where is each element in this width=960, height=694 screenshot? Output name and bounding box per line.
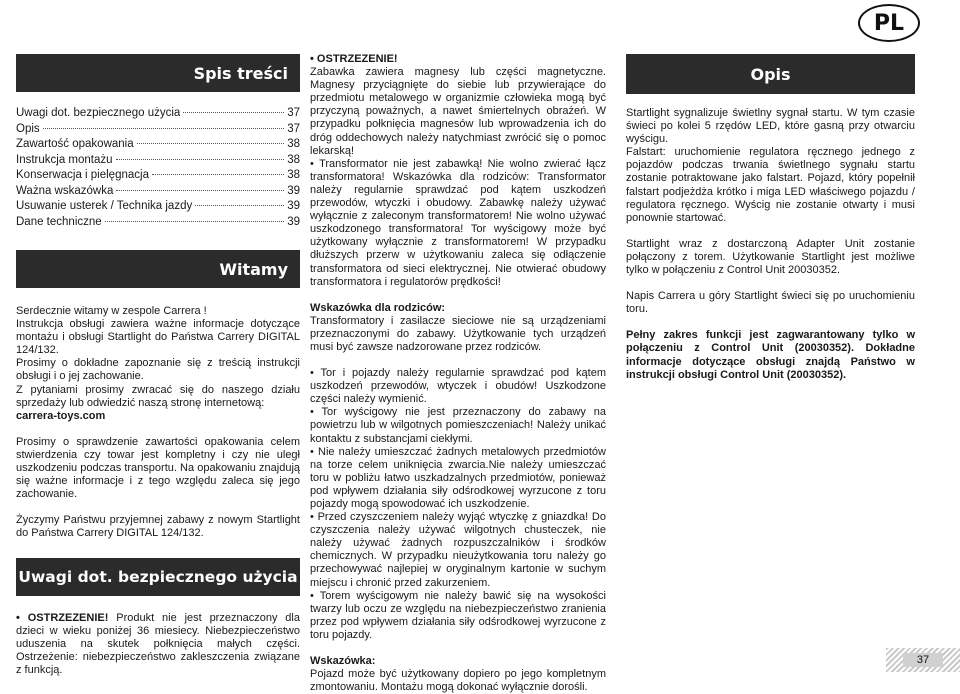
page-number: 37 [903,653,943,667]
list-item: • Przed czyszczeniem należy wyjąć wtyczkę z gniazdka! Do czyszczenia należy używać wilgotnych chusteczek, nie należy używać żadnych rozpuszczalników i środków chemicznych. W przypadku nieużytkowania toru należy go przechowywać najlepiej w oryginalnym kartonie w suchym miejscu i chronić przed zakurzeniem. [310,511,606,590]
toc-title: Spis treści [193,63,288,83]
description-p2: Falstart: uruchomienie regulatora ręcznego jednego z pojazdów podczas trwania świetlnego sygnału startu zostanie potraktowane jako falstart. Pojazd, który popełnił falstart podjeżdża krótko i miga LED właściwego pojazdu / regulatora ręcznego. Wyścig nie zostanie otwarty i musi ponownie startować. [626,146,915,224]
toc-entry[interactable]: Usuwanie usterek / Technika jazdy 39 [16,200,300,212]
right-column [626,54,915,382]
list-item: • Tor i pojazdy należy regularnie sprawdzać pod kątem uszkodzeń przewodów, wtyczek i obudów! Uszkodzone części należy wymienić. [310,367,606,406]
description-p1: Startlight sygnalizuje świetlny sygnał startu. W tym czasie świeci po kolei 5 rzędów LED, które gasną przy otwarciu wyścigu. [626,107,915,146]
safety-list [16,612,300,677]
list-item: • Tor wyścigowy nie jest przeznaczony do zabawy na powietrzu lub w wilgotnych pomieszczeniach! Należy unikać kontaktu z substancjami ciekłymi. [310,406,606,445]
parents-note-title: Wskazówka dla rodziców: [310,301,446,314]
description-p3: Startlight wraz z dostarczoną Adapter Unit zostanie połączony z torem. Użytkowanie Startlight jest możliwe tylko w połączeniu z Control Unit 20030352. [626,237,915,277]
welcome-read-notice: Prosimy o dokładne zapoznanie się z treścią instrukcji obsługi i o jej zachowanie. [16,357,300,383]
description-p5: Pełny zakres funkcji jest zagwarantowany tylko w połączeniu z Control Unit (20030352). Dokładne informacje dotyczące obsługi znajdą Państwo w instrukcji obsługi Control Unit (20030352). [626,329,915,381]
safety-header [16,558,300,596]
toc-entry[interactable]: Ważna wskazówka 39 [16,184,300,197]
list-item: • Nie należy umieszczać żadnych metalowych przedmiotów na torze celem uniknięcia zwarcia.Nie należy umieszczać toru w pobliżu łatwo uszkadzalnych przedmiotów, ponieważ pod wpływem działania siły odśrodkowej wyrzucone z toru pojazdy mogą spowodować ich uszkodzenie. [310,446,606,511]
note-text: Pojazd może być użytkowany dopiero po jego kompletnym zmontowaniu. Montażu mogą dokonać wyłącznie dorośli. [310,668,606,694]
welcome-intro: Instrukcja obsługi zawiera ważne informacje dotyczące montażu i obsługi Startlight do Państwa Carrery DIGITAL 124/132. [16,318,300,357]
care-list [310,367,606,642]
magnet-warning-list [310,53,606,289]
page-number-tab [886,648,960,672]
toc-entry[interactable]: Instrukcja montażu 38 [16,153,300,166]
welcome-header [16,250,300,288]
list-item: • Torem wyścigowym nie należy bawić się na wysokości twarzy lub oczu ze względu na niebezpieczeństwo zranienia przez pod wpływem działania siły odśrodkowej wyrzucone z toru pojazdy. [310,590,606,642]
description-header [626,54,915,94]
safety-title: Uwagi dot. bezpiecznego użycia [18,567,298,586]
toc-entry[interactable]: Opis 37 [16,122,300,135]
toc-entry[interactable]: Konserwacja i pielęgnacja 38 [16,169,300,181]
welcome-greeting: Serdecznie witamy w zespole Carrera ! [16,305,207,317]
magnet-warning: • OSTRZEZENIE! Zabawka zawiera magnesy lub części magnetyczne. Magnesy przyciągnięte do siebie lub przywierające do przedmiotu metalowego w organizmie człowieka mogą być przyczyną poważnych, a nawet śmiertelnych obrażeń. W przypadku połknięcia magnesów lub wprowadzenia ich do dróg oddechowych należy natychmiast zwrócić się o pomoc lekarską! [310,53,606,158]
description-p4: Napis Carrera u góry Startlight świeci się po uruchomieniu toru. [626,290,915,316]
toc-entry[interactable]: Uwagi dot. bezpiecznego użycia 37 [16,107,300,119]
toc-entry[interactable]: Zawartość opakowania 38 [16,138,300,150]
welcome-package-check: Prosimy o sprawdzenie zawartości opakowania celem stwierdzenia czy towar jest kompletny i czy nie uległ uszkodzeniu podczas transportu. Na opakowaniu znajdują się ważne informacje i z tego względu zaleca się jego zachowanie. [16,435,300,501]
note-title: Wskazówka: [310,655,376,668]
toc-entry[interactable]: Dane techniczne 39 [16,215,300,228]
welcome-wishes: Życzymy Państwu przyjemnej zabawy z nowym Startlight do Państwa Carrery DIGITAL 124/132. [16,514,300,540]
table-of-contents [16,106,300,230]
toc-header [16,54,300,92]
welcome-title: Witamy [219,259,288,279]
website-link[interactable]: carrera-toys.com [16,409,106,422]
safety-warning: • OSTRZEZENIE! Produkt nie jest przeznaczony dla dzieci w wieku poniżej 36 miesiecy. Niebezpieczeństwo uduszenia na skutek połknięcia małych części. Ostrzeżenie: niebezpieczeństwo zakleszczenia związane z funkcją. [16,612,300,677]
description-title: Opis [750,64,791,84]
middle-column [310,53,606,694]
left-column [16,54,300,677]
welcome-contact: Z pytaniami prosimy zwracać się do naszego działu sprzedaży lub odwiedzić naszą stronę internetową: [16,383,300,409]
parents-note-text: Transformatory i zasilacze sieciowe nie są urządzeniami przeznaczonymi do zabawy. Użytkowanie tych urządzeń musi być zawsze nadzorowane przez rodziców. [310,314,606,353]
language-badge: PL [858,4,920,42]
transformer-warning: • Transformator nie jest zabawką! Nie wolno zwierać łącz transformatora! Wskazówka dla rodziców: Transformator należy regularnie sprawdzać pod kątem uszkodzeń przewodów, wtyczki i obudowy. Zabawkę należy używać wyłącznie z zaleconym transformatorem! Nie wolno używać uszkodzonego transformatora! Tor wyścigowy może być użytkowany wyłącznie z transformatorem! W przypadku dłuższych przerw w użytkowaniu zaleca się odłączenie transformatora od sieci elektrycznej. Nie otwierać obudowy transformatora i regulatorów prędkości! [310,158,606,289]
